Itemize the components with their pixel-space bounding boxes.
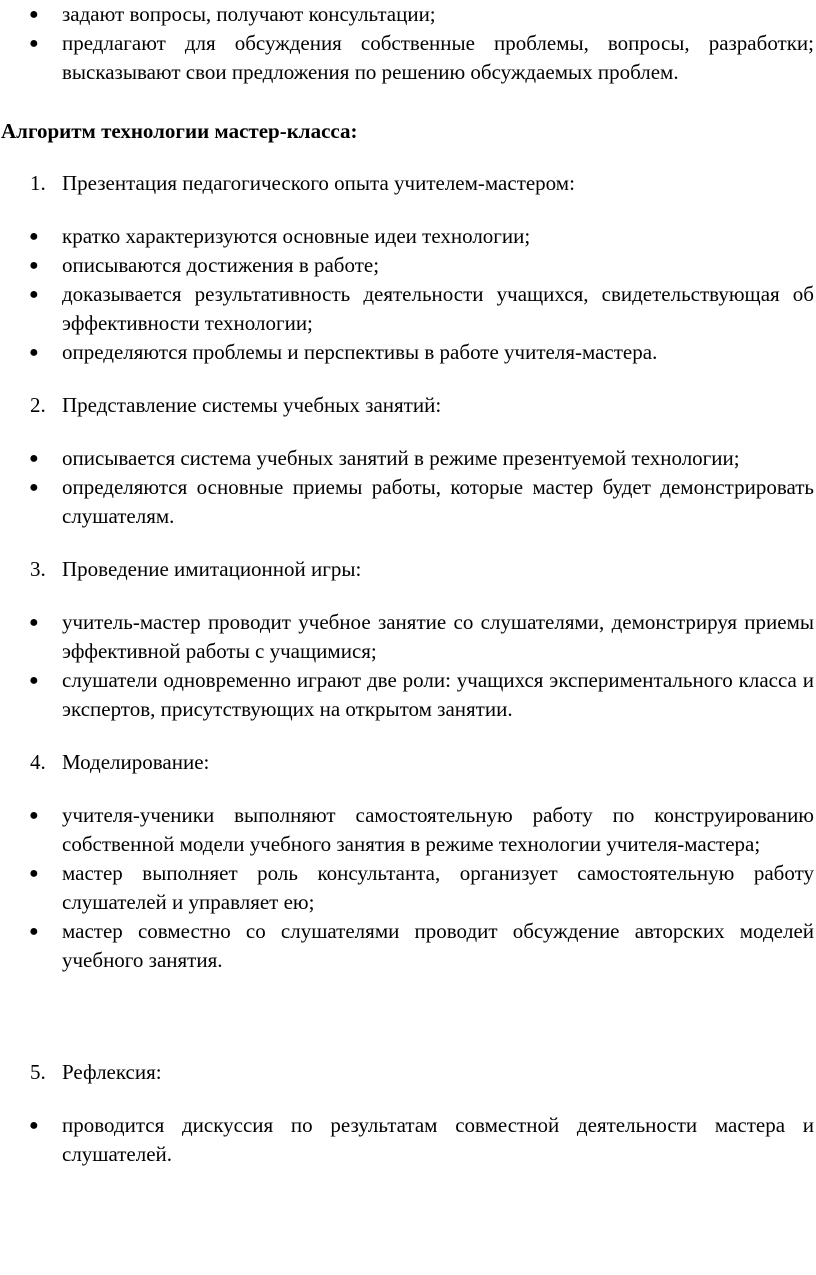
list-item	[0, 1111, 816, 1169]
step-1-list	[0, 222, 816, 367]
list-item-text: задают вопросы, получают консультации;	[62, 2, 436, 26]
list-item	[0, 338, 816, 367]
step-4-list	[0, 801, 816, 975]
step-title-text: Моделирование:	[62, 750, 210, 774]
list-item	[0, 473, 816, 531]
list-item	[0, 222, 816, 251]
intro-list	[0, 0, 816, 87]
bullet-icon: ●	[29, 923, 39, 940]
list-item	[0, 801, 816, 859]
list-item	[0, 0, 816, 29]
list-item-text: кратко характеризуются основные идеи технологии;	[62, 224, 531, 248]
list-item	[0, 280, 816, 338]
bullet-icon: ●	[29, 865, 39, 882]
step-number: 1.	[30, 171, 46, 195]
list-item	[0, 608, 816, 666]
bullet-icon: ●	[29, 807, 39, 824]
step-number: 4.	[30, 750, 46, 774]
step-title	[0, 748, 816, 777]
bullet-icon: ●	[29, 450, 39, 467]
step-3-list	[0, 608, 816, 724]
list-item-text: учителя-ученики выполняют самостоятельную работу по конструированию собственной модели учебного занятия в режиме технологии учителя-мастера;	[62, 803, 814, 856]
list-item-text: проводится дискуссия по результатам совместной деятельности мастера и слушателей.	[62, 1113, 814, 1166]
list-item-text: предлагают для обсуждения собственные проблемы, вопросы, разработки; высказывают свои предложения по решению обсуждаемых проблем.	[62, 31, 814, 84]
bullet-icon: ●	[29, 35, 39, 52]
list-item-text: описываются достижения в работе;	[62, 253, 380, 277]
bullet-icon: ●	[29, 1117, 39, 1134]
step-title	[0, 1058, 816, 1087]
section-heading: Алгоритм технологии мастер-класса:	[1, 119, 358, 143]
step-number: 3.	[30, 557, 46, 581]
list-item-text: описывается система учебных занятий в режиме презентуемой технологии;	[62, 446, 740, 470]
list-item-text: определяются основные приемы работы, которые мастер будет демонстрировать слушателям.	[62, 475, 814, 528]
list-item	[0, 666, 816, 724]
bullet-icon: ●	[29, 344, 39, 361]
bullet-icon: ●	[29, 257, 39, 274]
list-item	[0, 917, 816, 975]
list-item-text: доказывается результативность деятельности учащихся, свидетельствующая об эффективности технологии;	[62, 282, 814, 335]
step-number: 2.	[30, 393, 46, 417]
bullet-icon: ●	[29, 286, 39, 303]
list-item	[0, 29, 816, 87]
list-item-text: мастер совместно со слушателями проводит обсуждение авторских моделей учебного занятия.	[62, 919, 814, 972]
list-item	[0, 859, 816, 917]
list-item-text: учитель-мастер проводит учебное занятие со слушателями, демонстрируя приемы эффективной работы с учащимися;	[62, 610, 814, 663]
list-item-text: слушатели одновременно играют две роли: учащихся экспериментального класса и экспертов, присутствующих на открытом занятии.	[62, 668, 814, 721]
step-2-list	[0, 444, 816, 531]
step-title	[0, 169, 816, 198]
list-item-text: мастер выполняет роль консультанта, организует самостоятельную работу слушателей и управляет ею;	[62, 861, 814, 914]
bullet-icon: ●	[29, 6, 39, 23]
list-item	[0, 251, 816, 280]
bullet-icon: ●	[29, 614, 39, 631]
step-title-text: Рефлексия:	[62, 1060, 162, 1084]
step-number: 5.	[30, 1060, 46, 1084]
step-title-text: Презентация педагогического опыта учителем-мастером:	[62, 171, 575, 195]
list-item-text: определяются проблемы и перспективы в работе учителя-мастера.	[62, 340, 658, 364]
bullet-icon: ●	[29, 672, 39, 689]
step-title	[0, 391, 816, 420]
step-5-list	[0, 1111, 816, 1169]
bullet-icon: ●	[29, 228, 39, 245]
bullet-icon: ●	[29, 479, 39, 496]
step-title-text: Проведение имитационной игры:	[62, 557, 362, 581]
step-title	[0, 555, 816, 584]
list-item	[0, 444, 816, 473]
step-title-text: Представление системы учебных занятий:	[62, 393, 442, 417]
